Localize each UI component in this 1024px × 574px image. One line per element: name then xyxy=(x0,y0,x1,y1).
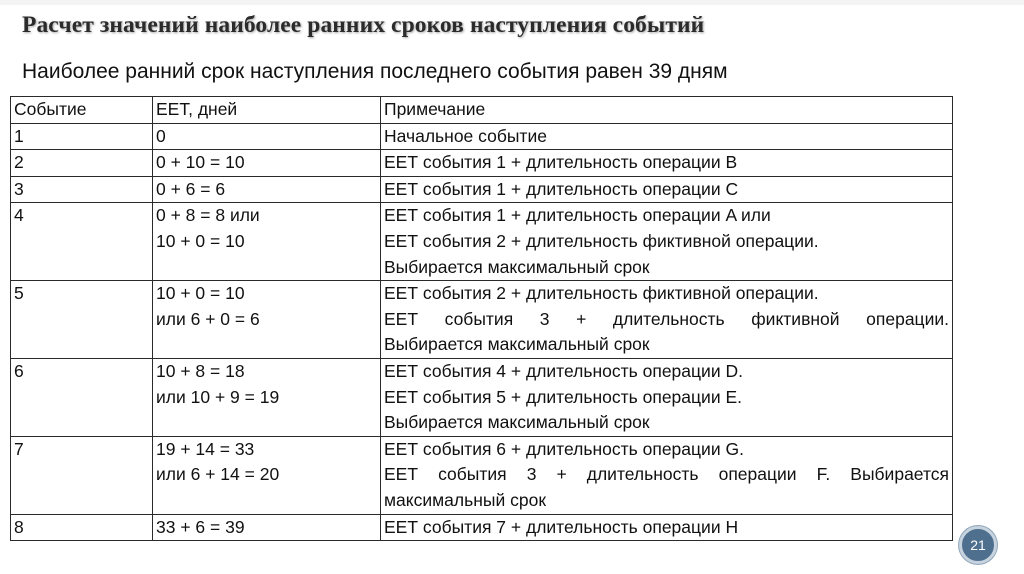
event-cell: 4 xyxy=(11,203,153,281)
eet-cell xyxy=(153,436,381,514)
eet-cell xyxy=(153,176,381,203)
event-cell: 3 xyxy=(11,176,153,203)
note-line: ЕЕТ события 5 + длительность операции E. xyxy=(384,386,742,407)
slide-subtitle: Наиболее ранний срок наступления последнего события равен 39 дням xyxy=(22,60,728,83)
eet-line: 10 + 0 = 10 xyxy=(156,230,245,251)
table-row xyxy=(11,514,953,541)
eet-cell xyxy=(153,281,381,359)
note-line: ЕЕТ события 4 + длительность операции D. xyxy=(384,360,743,381)
note-line: ЕЕТ события 7 + длительность операции H xyxy=(384,516,739,537)
note-line: Выбирается максимальный срок xyxy=(384,412,650,433)
eet-cell xyxy=(153,514,381,541)
note-line: ЕЕТ события 2 + длительность фиктивной операции. xyxy=(384,230,819,251)
eet-line: 0 + 6 = 6 xyxy=(156,178,226,199)
note-line: Выбирается максимальный срок xyxy=(384,256,650,277)
eet-cell xyxy=(153,123,381,150)
eet-line: 0 xyxy=(156,125,166,146)
eet-line: или 10 + 9 = 19 xyxy=(156,386,280,407)
eet-cell xyxy=(153,203,381,281)
eet-line: или 6 + 0 = 6 xyxy=(156,308,260,329)
eet-line: 0 + 10 = 10 xyxy=(156,152,245,173)
note-cell xyxy=(381,150,953,177)
eet-table xyxy=(10,96,953,541)
note-line: ЕЕТ события 3 + длительность операции F. Выбирается xyxy=(384,464,949,485)
table-row xyxy=(11,358,953,436)
note-cell xyxy=(381,203,953,281)
page-number-badge: 21 xyxy=(959,526,997,564)
event-cell: 8 xyxy=(11,514,153,541)
table-row xyxy=(11,281,953,359)
header-eet: ЕЕТ, дней xyxy=(153,97,381,124)
header-event: Событие xyxy=(11,97,153,124)
slide-title: Расчет значений наиболее ранних сроков наступления событий xyxy=(22,12,705,38)
eet-line: или 6 + 14 = 20 xyxy=(156,464,280,485)
note-line: Начальное событие xyxy=(384,125,547,146)
header-note: Примечание xyxy=(381,97,953,124)
event-cell: 1 xyxy=(11,123,153,150)
note-line: ЕЕТ события 1 + длительность операции C xyxy=(384,178,739,199)
top-divider xyxy=(0,0,1024,5)
table-row xyxy=(11,176,953,203)
eet-line: 33 + 6 = 39 xyxy=(156,516,245,537)
eet-line: 19 + 14 = 33 xyxy=(156,438,255,459)
note-line: ЕЕТ события 1 + длительность операции B xyxy=(384,152,738,173)
event-cell: 6 xyxy=(11,358,153,436)
eet-line: 0 + 8 = 8 или xyxy=(156,205,260,226)
note-cell xyxy=(381,358,953,436)
event-cell: 2 xyxy=(11,150,153,177)
eet-line: 10 + 0 = 10 xyxy=(156,283,245,304)
note-cell xyxy=(381,436,953,514)
table-row xyxy=(11,150,953,177)
table-row xyxy=(11,203,953,281)
table-row xyxy=(11,436,953,514)
note-line: ЕЕТ события 2 + длительность фиктивной операции. xyxy=(384,283,819,304)
note-line: Выбирается максимальный срок xyxy=(384,334,650,355)
note-line: максимальный срок xyxy=(384,489,546,510)
note-line: ЕЕТ события 1 + длительность операции A или xyxy=(384,205,771,226)
note-cell xyxy=(381,176,953,203)
note-cell xyxy=(381,123,953,150)
note-line: ЕЕТ события 3 + длительность фиктивной операции. xyxy=(384,308,949,329)
eet-line: 10 + 8 = 18 xyxy=(156,360,245,381)
eet-cell xyxy=(153,358,381,436)
note-cell xyxy=(381,281,953,359)
eet-cell xyxy=(153,150,381,177)
note-cell xyxy=(381,514,953,541)
table-header-row xyxy=(11,97,953,124)
event-cell: 5 xyxy=(11,281,153,359)
note-line: ЕЕТ события 6 + длительность операции G. xyxy=(384,438,744,459)
event-cell: 7 xyxy=(11,436,153,514)
table-row xyxy=(11,123,953,150)
